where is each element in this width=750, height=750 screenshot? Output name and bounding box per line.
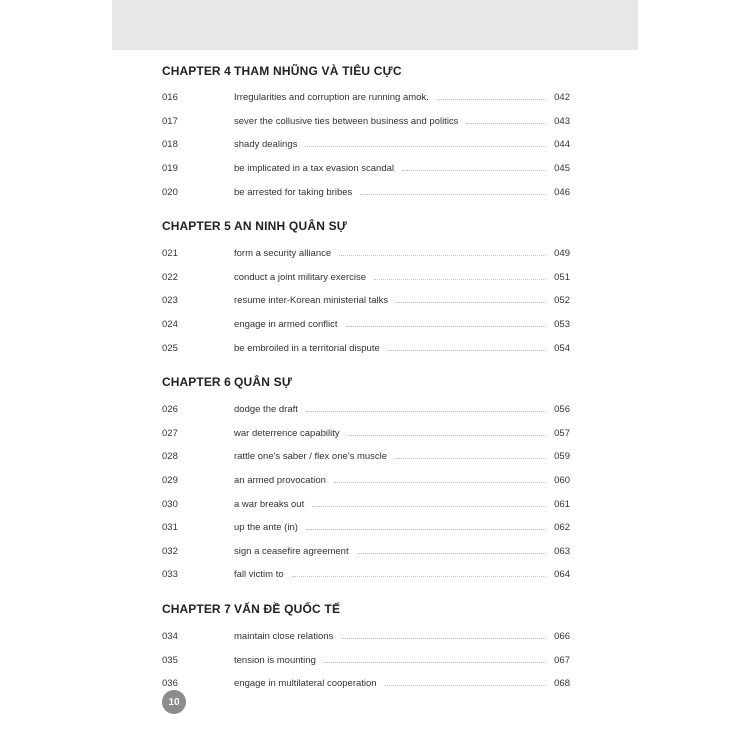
toc-entry[interactable] [162, 289, 570, 313]
toc-entry[interactable] [162, 648, 570, 672]
chapter-heading [162, 55, 570, 86]
entry-number: 021 [162, 248, 178, 260]
entry-number: 027 [162, 427, 178, 439]
toc-entry[interactable] [162, 540, 570, 564]
chapter-spacer [162, 360, 570, 367]
entry-title: sever the collusive ties between business and politics [234, 115, 459, 127]
entry-title: be arrested for taking bribes [234, 186, 353, 198]
entry-number: 026 [162, 404, 178, 416]
chapter-section [162, 367, 570, 594]
chapter-number: CHAPTER 6 [162, 375, 231, 390]
toc-entry[interactable] [162, 133, 570, 157]
entry-title: dodge the draft [234, 404, 298, 416]
dot-leader [334, 482, 546, 483]
chapter-spacer [162, 204, 570, 211]
chapter-number: CHAPTER 4 [162, 63, 231, 78]
toc-entry[interactable] [162, 180, 570, 204]
entry-title: up the ante (in) [234, 522, 298, 534]
dot-leader [306, 529, 546, 530]
toc-entry[interactable] [162, 563, 570, 587]
dot-leader [312, 506, 546, 507]
entry-page-number: 044 [554, 139, 570, 151]
toc-entry[interactable] [162, 422, 570, 446]
chapter-number: CHAPTER 5 [162, 219, 231, 234]
entry-page-number: 067 [554, 654, 570, 666]
dot-leader [374, 279, 546, 280]
chapter-number: CHAPTER 7 [162, 602, 231, 617]
chapter-section [162, 594, 570, 703]
chapter-heading [162, 367, 570, 398]
chapter-title: THAM NHŨNG VÀ TIÊU CỰC [234, 63, 402, 78]
dot-leader [395, 458, 546, 459]
entry-number: 019 [162, 163, 178, 175]
entry-number: 029 [162, 475, 178, 487]
toc-entry[interactable] [162, 516, 570, 540]
toc-entry[interactable] [162, 313, 570, 337]
chapter-heading [162, 594, 570, 625]
dot-leader [388, 350, 546, 351]
entry-page-number: 064 [554, 569, 570, 581]
entry-page-number: 042 [554, 92, 570, 104]
entry-page-number: 068 [554, 678, 570, 690]
dot-leader [306, 411, 546, 412]
entry-number: 036 [162, 678, 178, 690]
dot-leader [402, 170, 546, 171]
entry-page-number: 049 [554, 248, 570, 260]
toc-entry[interactable] [162, 672, 570, 696]
entry-page-number: 060 [554, 475, 570, 487]
dot-leader [437, 99, 546, 100]
page-number-badge: 10 [162, 690, 186, 714]
entry-title: resume inter-Korean ministerial talks [234, 295, 389, 307]
entry-page-number: 054 [554, 342, 570, 354]
entry-page-number: 052 [554, 295, 570, 307]
chapter-spacer [162, 695, 570, 702]
entry-number: 028 [162, 451, 178, 463]
dot-leader [346, 326, 547, 327]
entry-page-number: 059 [554, 451, 570, 463]
entry-page-number: 043 [554, 115, 570, 127]
entry-page-number: 063 [554, 545, 570, 557]
entry-page-number: 056 [554, 404, 570, 416]
chapter-title: AN NINH QUÂN SỰ [234, 219, 347, 234]
toc-entry[interactable] [162, 398, 570, 422]
entry-number: 023 [162, 295, 178, 307]
entry-title: engage in multilateral cooperation [234, 678, 377, 690]
entry-page-number: 045 [554, 163, 570, 175]
entry-title: shady dealings [234, 139, 298, 151]
dot-leader [466, 123, 546, 124]
table-of-contents [162, 55, 570, 702]
entry-page-number: 066 [554, 630, 570, 642]
dot-leader [348, 435, 547, 436]
entry-number: 030 [162, 498, 178, 510]
entry-page-number: 051 [554, 271, 570, 283]
entry-title: an armed provocation [234, 475, 326, 487]
entry-title: maintain close relations [234, 630, 334, 642]
chapter-title: QUÂN SỰ [234, 375, 293, 390]
toc-entry[interactable] [162, 86, 570, 110]
chapter-spacer [162, 587, 570, 594]
entry-page-number: 061 [554, 498, 570, 510]
entry-title: fall victim to [234, 569, 284, 581]
entry-number: 033 [162, 569, 178, 581]
toc-entry[interactable] [162, 336, 570, 360]
entry-page-number: 062 [554, 522, 570, 534]
entry-number: 035 [162, 654, 178, 666]
dot-leader [305, 146, 546, 147]
entry-page-number: 057 [554, 427, 570, 439]
entry-title: be embroiled in a territorial dispute [234, 342, 380, 354]
entry-number: 020 [162, 186, 178, 198]
entry-title: engage in armed conflict [234, 319, 338, 331]
toc-entry[interactable] [162, 469, 570, 493]
entry-title: tension is mounting [234, 654, 316, 666]
dot-leader [292, 576, 547, 577]
entry-number: 018 [162, 139, 178, 151]
toc-entry[interactable] [162, 266, 570, 290]
entry-page-number: 046 [554, 186, 570, 198]
toc-entry[interactable] [162, 445, 570, 469]
entry-title: a war breaks out [234, 498, 305, 510]
toc-entry[interactable] [162, 492, 570, 516]
entry-number: 022 [162, 271, 178, 283]
entry-title: war deterrence capability [234, 427, 340, 439]
chapter-section [162, 211, 570, 367]
entry-number: 017 [162, 115, 178, 127]
toc-entry[interactable] [162, 157, 570, 181]
header-band [112, 0, 638, 50]
entry-title: conduct a joint military exercise [234, 271, 366, 283]
toc-entry[interactable] [162, 110, 570, 134]
entry-page-number: 053 [554, 319, 570, 331]
entry-title: rattle one's saber / flex one's muscle [234, 451, 388, 463]
entry-title: Irregularities and corruption are running amok. [234, 92, 429, 104]
toc-entry[interactable] [162, 625, 570, 649]
dot-leader [360, 194, 546, 195]
entry-number: 025 [162, 342, 178, 354]
chapter-title: VẤN ĐỀ QUỐC TẾ [234, 602, 341, 617]
dot-leader [385, 685, 547, 686]
entry-number: 016 [162, 92, 178, 104]
dot-leader [324, 662, 546, 663]
chapter-heading [162, 211, 570, 242]
entry-number: 034 [162, 630, 178, 642]
entry-title: sign a ceasefire agreement [234, 545, 349, 557]
chapter-section [162, 55, 570, 211]
entry-number: 024 [162, 319, 178, 331]
dot-leader [341, 638, 546, 639]
dot-leader [357, 553, 547, 554]
entry-number: 031 [162, 522, 178, 534]
dot-leader [396, 302, 546, 303]
toc-entry[interactable] [162, 242, 570, 266]
entry-number: 032 [162, 545, 178, 557]
entry-title: form a security alliance [234, 248, 332, 260]
dot-leader [339, 255, 546, 256]
entry-title: be implicated in a tax evasion scandal [234, 163, 395, 175]
